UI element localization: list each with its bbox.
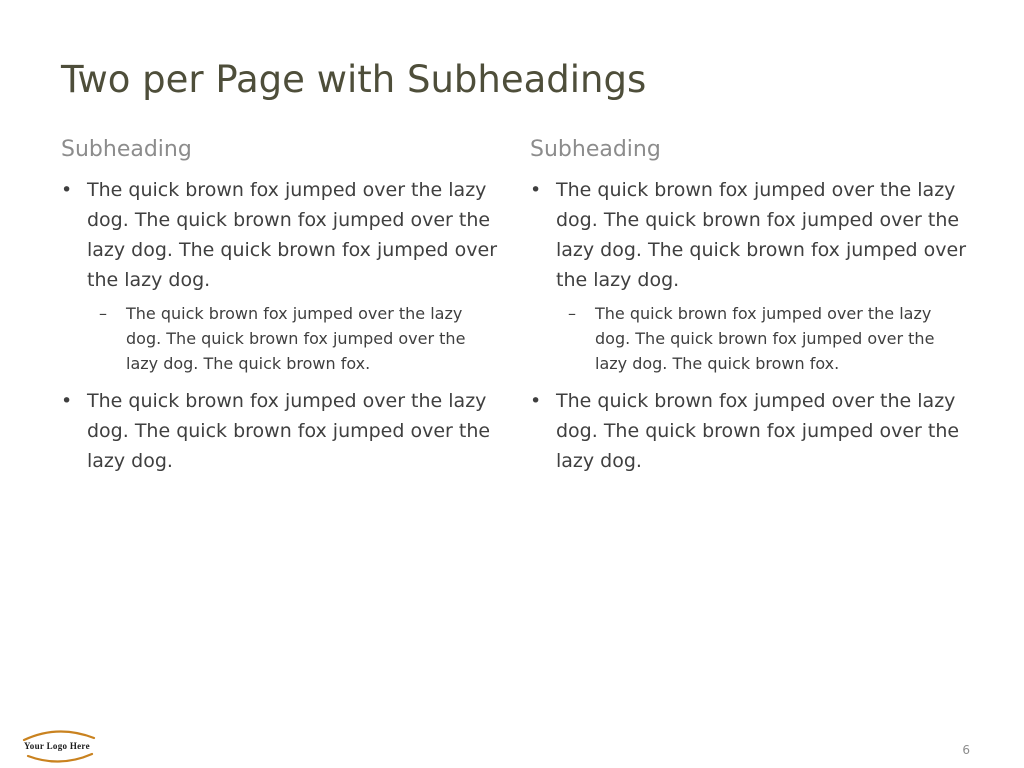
left-bullet-1 bbox=[61, 175, 501, 295]
bullet-text: The quick brown fox jumped over the lazy dog. The quick brown fox jumped over the lazy dog. bbox=[556, 390, 960, 472]
dash-marker: – bbox=[99, 304, 107, 323]
bullet-text: The quick brown fox jumped over the lazy dog. The quick brown fox jumped over the lazy dog. The quick brown fox jumped over the lazy dog. bbox=[556, 179, 967, 291]
bullet-marker: • bbox=[61, 390, 73, 412]
logo-text: Your Logo Here bbox=[24, 741, 90, 751]
sub-bullet-text: The quick brown fox jumped over the lazy dog. The quick brown fox jumped over the lazy dog. The quick brown fox. bbox=[595, 304, 935, 373]
right-bullet-1 bbox=[530, 175, 970, 295]
left-bullet-2 bbox=[61, 386, 501, 476]
bullet-text: The quick brown fox jumped over the lazy dog. The quick brown fox jumped over the lazy dog. bbox=[87, 390, 491, 472]
left-subheading: Subheading bbox=[61, 137, 192, 162]
slide-title: Two per Page with Subheadings bbox=[61, 58, 647, 101]
bullet-marker: • bbox=[530, 179, 542, 201]
bullet-marker: • bbox=[530, 390, 542, 412]
dash-marker: – bbox=[568, 304, 576, 323]
right-column bbox=[530, 134, 970, 482]
left-sub-bullet-1 bbox=[61, 301, 501, 376]
company-logo bbox=[18, 726, 100, 766]
right-subheading: Subheading bbox=[530, 137, 661, 162]
bullet-text: The quick brown fox jumped over the lazy dog. The quick brown fox jumped over the lazy dog. The quick brown fox jumped over the lazy dog. bbox=[87, 179, 498, 291]
page-number: 6 bbox=[962, 743, 970, 757]
right-sub-bullet-1 bbox=[530, 301, 970, 376]
left-column bbox=[61, 134, 501, 482]
bullet-marker: • bbox=[61, 179, 73, 201]
sub-bullet-text: The quick brown fox jumped over the lazy dog. The quick brown fox jumped over the lazy dog. The quick brown fox. bbox=[126, 304, 466, 373]
right-bullet-2 bbox=[530, 386, 970, 476]
